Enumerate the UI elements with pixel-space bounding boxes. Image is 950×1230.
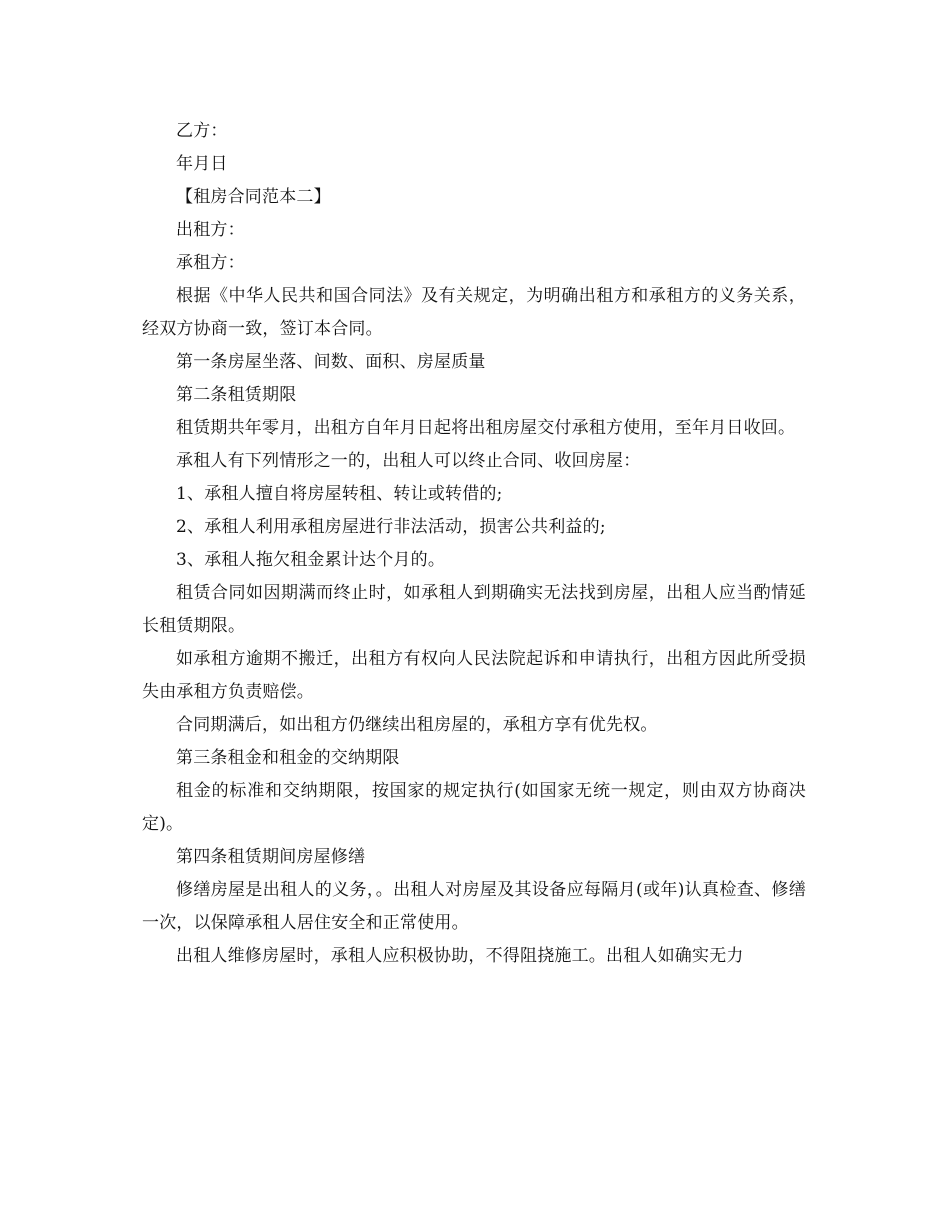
paragraph-date: 年月日 xyxy=(176,154,228,174)
paragraph-repair-cooperation: 出租人维修房屋时，承租人应积极协助，不得阻挠施工。出租人如确实无力 xyxy=(176,946,744,966)
paragraph-termination-conditions: 承租人有下列情形之一的，出租人可以终止合同、收回房屋： xyxy=(176,451,641,471)
paragraph-repair-duty: 修缮房屋是出租人的义务，。出租人对房屋及其设备应每隔月(或年)认真检查、修缮一次，以保障承租人居住安全和正常使用。 xyxy=(142,880,806,933)
list-item-rent-arrears: 3、承租人拖欠租金累计达个月的。 xyxy=(176,550,446,570)
article-three-heading: 第三条租金和租金的交纳期限 xyxy=(176,748,400,768)
paragraph-overstay: 如承租方逾期不搬迁，出租方有权向人民法院起诉和申请执行，出租方因此所受损失由承租方负责赔偿。 xyxy=(142,649,806,702)
article-one-heading: 第一条房屋坐落、间数、面积、房屋质量 xyxy=(176,352,486,372)
paragraph-party-b: 乙方： xyxy=(176,121,228,141)
list-item-sublet: 1、承租人擅自将房屋转租、转让或转借的; xyxy=(176,484,503,504)
paragraph-rent-standard: 租金的标准和交纳期限，按国家的规定执行(如国家无统一规定，则由双方协商决定)。 xyxy=(142,781,806,834)
section-heading-template-two: 【租房合同范本二】 xyxy=(176,187,331,207)
article-two-heading: 第二条租赁期限 xyxy=(176,385,297,405)
article-four-heading: 第四条租赁期间房屋修缮 xyxy=(176,847,366,867)
paragraph-lease-term: 租赁期共年零月，出租方自年月日起将出租房屋交付承租方使用，至年月日收回。 xyxy=(176,418,796,438)
paragraph-preamble: 根据《中华人民共和国合同法》及有关规定，为明确出租方和承租方的义务关系，经双方协商一致，签订本合同。 xyxy=(142,286,806,339)
paragraph-priority-right: 合同期满后，如出租方仍继续出租房屋的，承租方享有优先权。 xyxy=(176,715,658,735)
list-item-illegal-activity: 2、承租人利用承租房屋进行非法活动，损害公共利益的; xyxy=(176,517,606,537)
paragraph-lessee: 承租方： xyxy=(176,253,245,273)
paragraph-lessor: 出租方： xyxy=(176,220,245,240)
document-body xyxy=(142,115,806,973)
paragraph-lease-extension: 租赁合同如因期满而终止时，如承租人到期确实无法找到房屋，出租人应当酌情延长租赁期限。 xyxy=(142,583,806,636)
